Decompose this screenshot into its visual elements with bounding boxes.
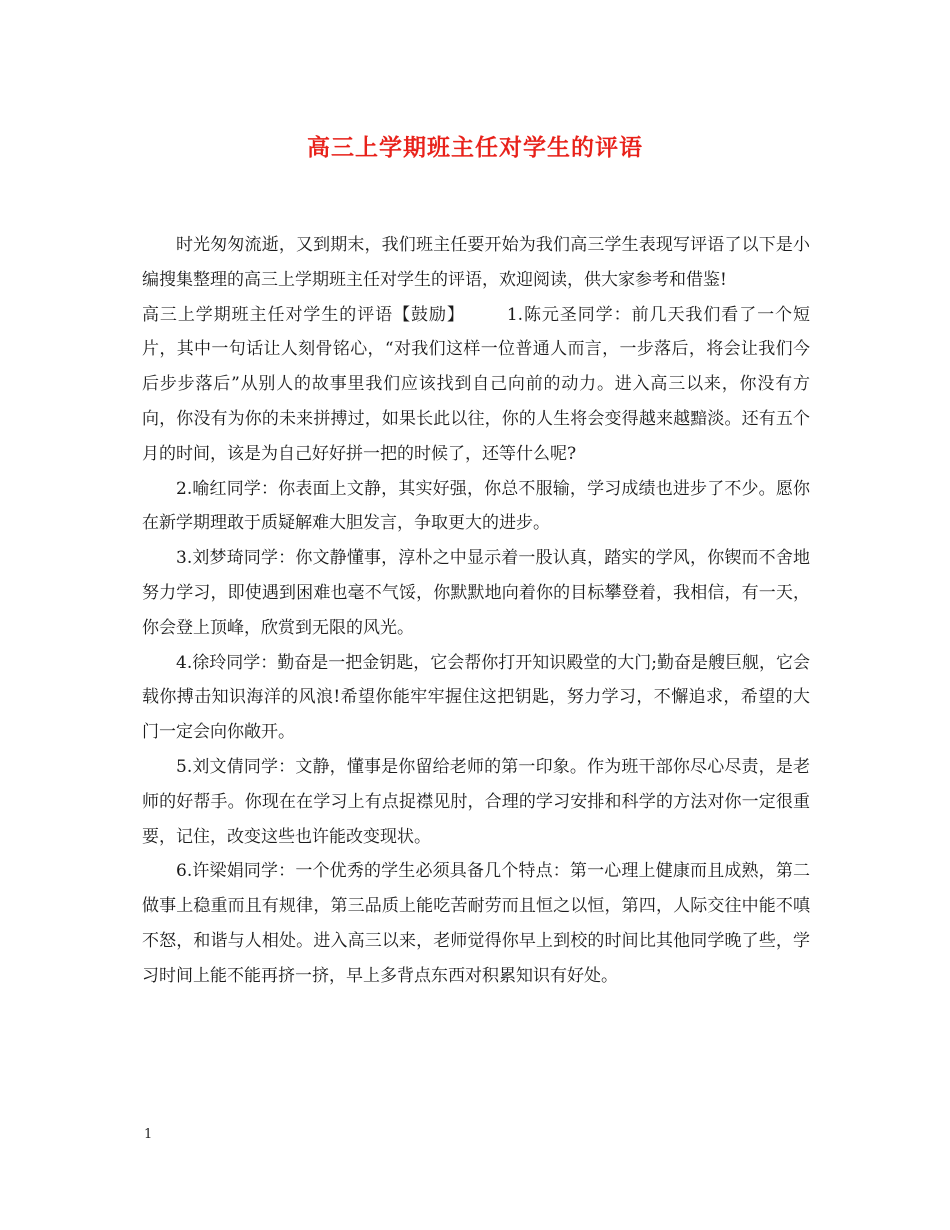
item-4-paragraph: 4.徐玲同学：勤奋是一把金钥匙，它会帮你打开知识殿堂的大门;勤奋是艘巨舰，它会载你搏击知识海洋的风浪!希望你能牢牢握住这把钥匙，努力学习，不懈追求，希望的大门一定会向你敞开。	[142, 652, 810, 743]
section-paragraph	[142, 298, 810, 472]
item-6-paragraph: 6.许梁娟同学：一个优秀的学生必须具备几个特点：第一心理上健康而且成熟，第二做事上稳重而且有规律，第三品质上能吃苦耐劳而且恒之以恒，第四，人际交往中能不嗔不怒，和谐与人相处。进入高三以来，老师觉得你早上到校的时间比其他同学晚了些，学习时间上能不能再挤一挤，早上多背点东西对积累知识有好处。	[142, 861, 810, 986]
item-3-paragraph: 3.刘梦琦同学：你文静懂事，淳朴之中显示着一股认真，踏实的学风，你锲而不舍地努力学习，即使遇到困难也毫不气馁，你默默地向着你的目标攀登着，我相信，有一天，你会登上顶峰，欣赏到无限的风光。	[142, 548, 810, 638]
item-2-paragraph: 2.喻红同学：你表面上文静，其实好强，你总不服输，学习成绩也进步了不少。愿你在新学期理敢于质疑解难大胆发言，争取更大的进步。	[142, 478, 810, 534]
section-heading: 高三上学期班主任对学生的评语【鼓励】	[142, 304, 465, 325]
item-5-paragraph: 5.刘文倩同学：文静，懂事是你留给老师的第一印象。作为班干部你尽心尽责，是老师的好帮手。你现在在学习上有点捉襟见肘，合理的学习安排和科学的方法对你一定很重要，记住，改变这些也许能改变现状。	[142, 756, 810, 847]
document-title: 高三上学期班主任对学生的评语	[307, 134, 643, 161]
document-body	[142, 228, 810, 994]
intro-paragraph: 时光匆匆流逝，又到期末，我们班主任要开始为我们高三学生表现写评语了以下是小编搜集整理的高三上学期班主任对学生的评语，欢迎阅读，供大家参考和借鉴!	[142, 235, 810, 290]
item-1-text: 1.陈元圣同学：前几天我们看了一个短片，其中一句话让人刻骨铭心，“对我们这样一位普通人而言，一步落后，将会让我们今后步步落后”从别人的故事里我们应该找到自己向前的动力。进入高三以来，你没有方向，你没有为你的未来拼搏过，如果长此以往，你的人生将会变得越来越黯淡。还有五个月的时间，该是为自己好好拼一把的时候了，还等什么呢?	[142, 304, 810, 464]
page-number: 1	[144, 1127, 153, 1142]
